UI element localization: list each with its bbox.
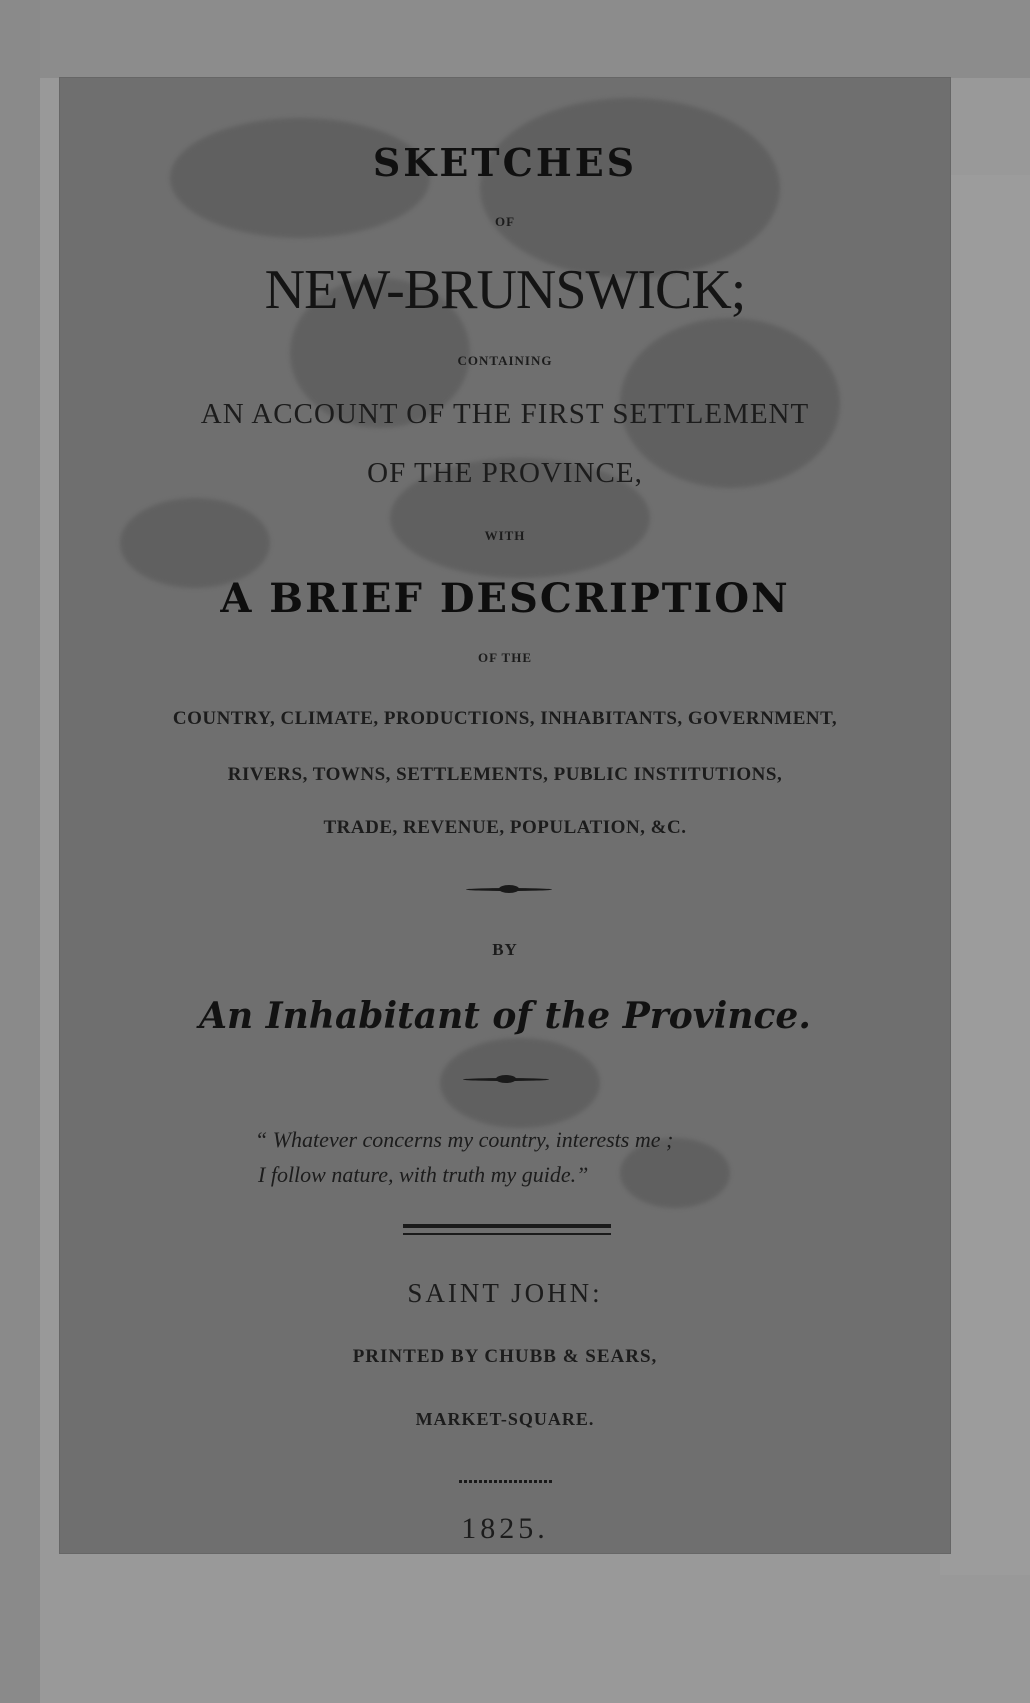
scan-right-edge — [940, 175, 1030, 1575]
ornament-divider-center — [496, 1075, 516, 1083]
paper-stain — [440, 1038, 600, 1128]
word-of-the: OF THE — [477, 650, 533, 665]
title-brief-description: A BRIEF DESCRIPTION — [220, 575, 790, 622]
author-line: An Inhabitant of the Province. — [199, 995, 811, 1037]
subjects-line-3: TRADE, REVENUE, POPULATION, &C. — [323, 817, 687, 838]
title-sketches: SKETCHES — [372, 140, 638, 185]
ornament-divider-center — [499, 885, 519, 893]
word-of: OF — [494, 214, 516, 229]
epigraph-line-2: I follow nature, with truth my guide.” — [258, 1162, 589, 1187]
account-line-1: AN ACCOUNT OF THE FIRST SETTLEMENT — [200, 398, 810, 430]
subjects-line-1: COUNTRY, CLIMATE, PRODUCTIONS, INHABITANTS, GOVERNMENT, — [172, 708, 838, 729]
imprint-year: 1825. — [461, 1512, 549, 1545]
account-line-2: OF THE PROVINCE, — [367, 457, 643, 489]
paper-stain — [480, 98, 780, 278]
scan-top-shadow — [0, 0, 1030, 78]
word-containing: CONTAINING — [457, 353, 553, 368]
scan-left-shadow — [0, 0, 40, 1703]
wavy-rule — [459, 1480, 553, 1483]
imprint-address: MARKET-SQUARE. — [415, 1409, 595, 1429]
subjects-line-2: RIVERS, TOWNS, SETTLEMENTS, PUBLIC INSTITUTIONS, — [227, 764, 783, 785]
double-rule-thick — [403, 1224, 611, 1228]
word-with: WITH — [484, 528, 526, 543]
imprint-city: SAINT JOHN: — [407, 1278, 603, 1308]
word-by: BY — [492, 940, 518, 959]
title-new-brunswick: NEW-BRUNSWICK; — [264, 259, 746, 321]
double-rule-thin — [403, 1233, 611, 1235]
epigraph-line-1: “ Whatever concerns my country, interests me ; — [255, 1127, 674, 1152]
imprint-printer: PRINTED BY CHUBB & SEARS, — [352, 1346, 658, 1367]
